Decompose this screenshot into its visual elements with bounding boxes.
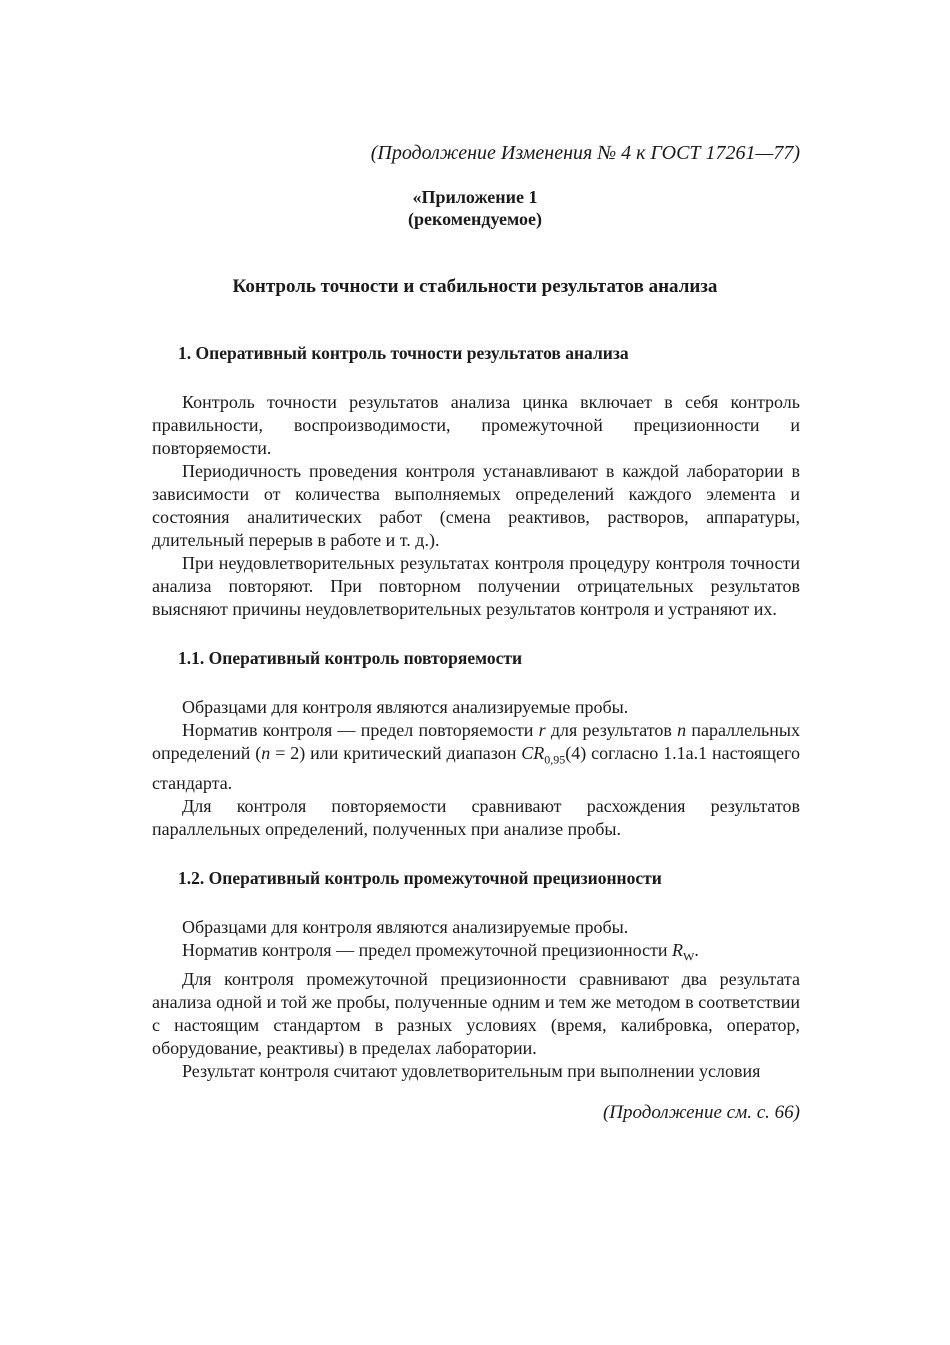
paragraph: Для контроля повторяемости сравнивают расхождения результатов параллельных определений, полученных при анализе пробы.	[152, 795, 800, 839]
paragraph: Образцами для контроля являются анализируемые пробы.	[182, 916, 629, 937]
subscript: 0,95	[544, 752, 566, 767]
paragraph: Образцами для контроля являются анализируемые пробы.	[182, 697, 629, 717]
continuation-footer: (Продолжение см. с. 66)	[602, 1102, 800, 1123]
symbol-n: n	[261, 743, 271, 763]
paragraph-precision-norm: Норматив контроля — предел промежуточной прецизионности $R_W$.	[182, 939, 699, 964]
paragraph-repeatability-norm: Норматив контроля — предел повторяемости r для результатов n параллельных определений (n = 2) или критический диапазон $CR_{0,95}(4)$ согласно 1.1а.1 настоящего стандарта.	[152, 720, 800, 793]
document-body	[152, 342, 800, 1083]
paragraph: Для контроля промежуточной прецизионности сравнивают два результата анализа одной и той же пробы, полученные одним и тем же методом в соответствии с настоящим стандартом в разных условиях (время, калибровка, оператор, оборудование, реактивы) в пределах лаборатории.	[152, 969, 800, 1059]
symbol-cr: CR	[521, 743, 545, 763]
paragraph: Результат контроля считают удовлетворительным при выполнении условия	[182, 1061, 761, 1082]
appendix-status: (рекомендуемое)	[408, 209, 542, 229]
subscript: W	[683, 949, 695, 964]
appendix-title	[0, 186, 950, 230]
continuation-header: (Продолжение Изменения № 4 к ГОСТ 17261—77)	[370, 142, 800, 164]
symbol-n: n	[677, 720, 687, 740]
section-heading-1-1: 1.1. Оперативный контроль повторяемости	[178, 648, 523, 668]
paragraph: При неудовлетворительных результатах контроля процедуру контроля точности анализа повторяют. При повторном получении отрицательных результатов выясняют причины неудовлетворительных результатов контроля и устраняют их.	[152, 553, 800, 619]
symbol-r: R	[672, 939, 684, 960]
paragraph: Периодичность проведения контроля устанавливают в каждой лаборатории в зависимости от количества выполняемых определений каждого элемента и состояния аналитических работ (смена реактивов, растворов, аппаратуры, длительный перерыв в работе и т. д.).	[152, 461, 800, 550]
section-heading-1-2: 1.2. Оперативный контроль промежуточной прецизионности	[178, 867, 662, 888]
page-title: Контроль точности и стабильности результатов анализа	[232, 276, 718, 297]
section-heading-1: 1. Оперативный контроль точности результатов анализа	[178, 343, 629, 363]
symbol-r: r	[538, 720, 546, 740]
paragraph: Контроль точности результатов анализа цинка включает в себя контроль правильности, воспроизводимости, промежуточной прецизионности и повторяемости.	[152, 392, 800, 458]
appendix-number: «Приложение 1	[412, 187, 538, 207]
